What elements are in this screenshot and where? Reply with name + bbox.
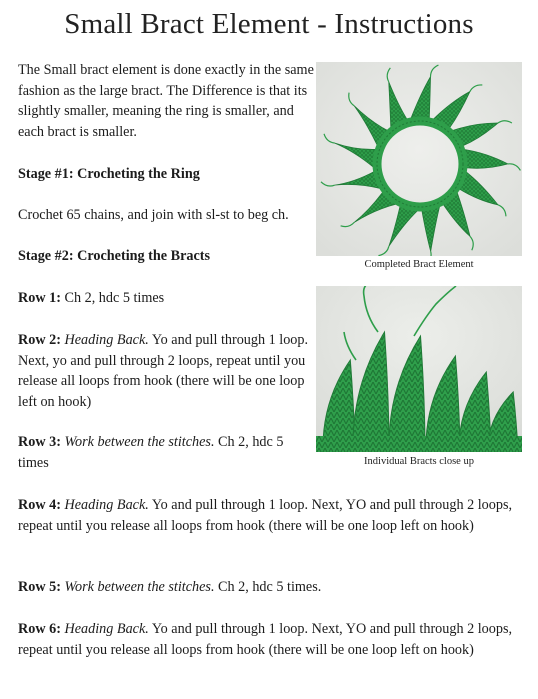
row-italic: Work between the stitches. bbox=[60, 434, 215, 450]
row-text: Yo and pull through 1 loop. Next, YO and pull through 2 loops, repeat until you release all loops from hook (there will be one loop left on hook) bbox=[18, 497, 513, 534]
row-label: Row 4: bbox=[18, 497, 61, 513]
photo-caption: Completed Bract Element bbox=[364, 259, 474, 270]
row-5-instruction bbox=[18, 577, 518, 598]
row-label: Row 3: bbox=[18, 434, 61, 450]
row-italic: Work between the stitches. bbox=[60, 579, 215, 595]
row-label: Row 1: bbox=[18, 290, 61, 306]
row-label: Row 5: bbox=[18, 579, 61, 595]
row-label: Row 6: bbox=[18, 621, 61, 637]
row-1-instruction bbox=[18, 288, 314, 309]
row-text: Yo and pull through 1 loop. Next, YO and pull through 2 loops, repeat until you release all loops from hook (there will be one loop left on hook) bbox=[18, 621, 513, 658]
row-label: Row 2: bbox=[18, 332, 61, 348]
row-text: Ch 2, hdc 5 times bbox=[18, 434, 284, 471]
bract-ring-illustration bbox=[316, 62, 522, 256]
stage2-heading: Stage #2: Crocheting the Bracts bbox=[18, 248, 211, 264]
photo-caption: Individual Bracts close up bbox=[364, 456, 474, 467]
bracts-closeup-illustration bbox=[316, 286, 522, 452]
row-text: Ch 2, hdc 5 times. bbox=[214, 579, 322, 595]
row-3-instruction bbox=[18, 432, 314, 473]
row-text: Yo and pull through 1 loop. Next, yo and pull through 2 loops, repeat until you release all loops from hook (there will be one loop left on hook) bbox=[18, 332, 309, 410]
row-4-instruction bbox=[18, 495, 518, 536]
row-6-instruction bbox=[18, 619, 518, 660]
row-italic: Heading Back. bbox=[60, 621, 149, 637]
row-text: Ch 2, hdc 5 times bbox=[60, 290, 165, 306]
bracts-closeup-photo bbox=[316, 286, 522, 452]
page-title: Small Bract Element - Instructions bbox=[64, 8, 474, 40]
intro-paragraph: The Small bract element is done exactly in the same fashion as the large bract. The Difference is that its slightly smaller, meaning the ring is smaller, and each bract is smaller. bbox=[18, 62, 314, 140]
row-italic: Heading Back. bbox=[60, 332, 149, 348]
completed-bract-photo bbox=[316, 62, 522, 256]
row-2-instruction bbox=[18, 330, 314, 412]
stage1-heading: Stage #1: Crocheting the Ring bbox=[18, 166, 200, 182]
ring-base bbox=[316, 436, 522, 452]
stage1-text: Crochet 65 chains, and join with sl-st to beg ch. bbox=[18, 207, 289, 223]
row-italic: Heading Back. bbox=[60, 497, 149, 513]
